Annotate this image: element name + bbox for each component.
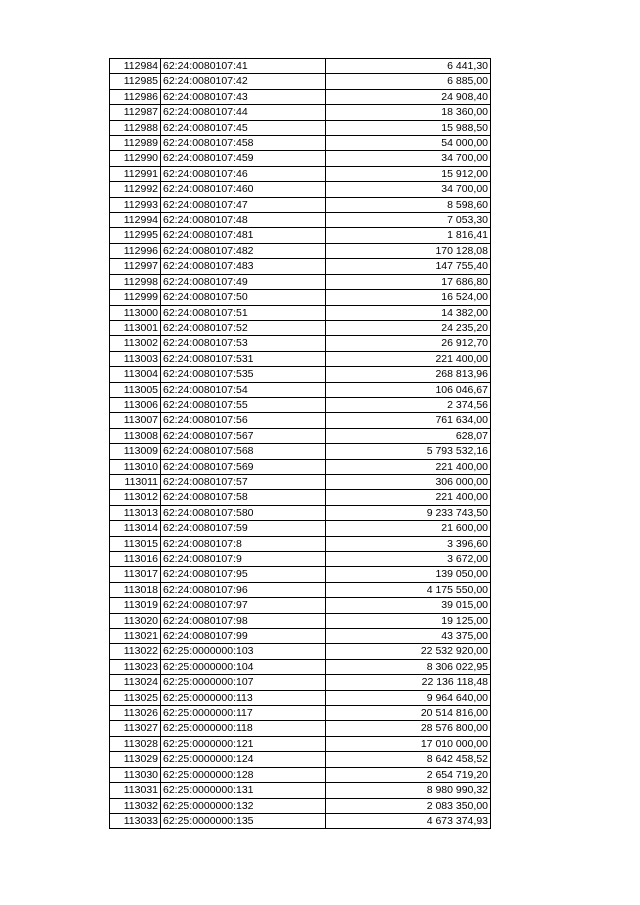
table-row [110,290,491,305]
table-row [110,613,491,628]
cadastral-number-cell: 62:24:0080107:531 [161,351,326,366]
table-row [110,798,491,813]
table-row [110,151,491,166]
cadastral-number-cell: 62:25:0000000:117 [161,706,326,721]
value-cell: 8 642 458,52 [326,752,491,767]
row-index-cell: 113016 [110,552,161,567]
cadastral-number-cell: 62:24:0080107:459 [161,151,326,166]
cadastral-number-cell: 62:25:0000000:124 [161,752,326,767]
cadastral-number-cell: 62:24:0080107:56 [161,413,326,428]
row-index-cell: 113020 [110,613,161,628]
cadastral-number-cell: 62:24:0080107:58 [161,490,326,505]
row-index-cell: 113006 [110,397,161,412]
table-row [110,213,491,228]
row-index-cell: 112990 [110,151,161,166]
value-cell: 22 532 920,00 [326,644,491,659]
cadastral-number-cell: 62:24:0080107:55 [161,397,326,412]
value-cell: 9 964 640,00 [326,690,491,705]
row-index-cell: 112996 [110,243,161,258]
table-row [110,706,491,721]
value-cell: 628,07 [326,428,491,443]
value-cell: 1 816,41 [326,228,491,243]
table-row [110,243,491,258]
table-row [110,644,491,659]
row-index-cell: 112999 [110,290,161,305]
table-row [110,721,491,736]
cadastral-number-cell: 62:24:0080107:54 [161,382,326,397]
value-cell: 8 306 022,95 [326,659,491,674]
cadastral-number-cell: 62:25:0000000:132 [161,798,326,813]
table-row [110,474,491,489]
row-index-cell: 113022 [110,644,161,659]
cadastral-number-cell: 62:24:0080107:98 [161,613,326,628]
table-row [110,459,491,474]
value-cell: 15 988,50 [326,120,491,135]
row-index-cell: 113026 [110,706,161,721]
value-cell: 4 673 374,93 [326,813,491,828]
table-row [110,536,491,551]
cadastral-number-cell: 62:24:0080107:460 [161,182,326,197]
table-row [110,351,491,366]
cadastral-number-cell: 62:24:0080107:46 [161,166,326,181]
row-index-cell: 112993 [110,197,161,212]
cadastral-value-table [109,58,491,829]
cadastral-number-cell: 62:24:0080107:99 [161,629,326,644]
row-index-cell: 113023 [110,659,161,674]
row-index-cell: 113002 [110,336,161,351]
row-index-cell: 113017 [110,567,161,582]
value-cell: 8 598,60 [326,197,491,212]
value-cell: 8 980 990,32 [326,783,491,798]
row-index-cell: 112998 [110,274,161,289]
row-index-cell: 113021 [110,629,161,644]
value-cell: 221 400,00 [326,351,491,366]
cadastral-number-cell: 62:24:0080107:97 [161,598,326,613]
cadastral-number-cell: 62:25:0000000:135 [161,813,326,828]
table-body [110,59,491,829]
cadastral-number-cell: 62:24:0080107:52 [161,320,326,335]
cadastral-number-cell: 62:24:0080107:458 [161,136,326,151]
row-index-cell: 113024 [110,675,161,690]
value-cell: 43 375,00 [326,629,491,644]
value-cell: 221 400,00 [326,490,491,505]
cadastral-number-cell: 62:25:0000000:118 [161,721,326,736]
table-row [110,136,491,151]
table-row [110,490,491,505]
cadastral-number-cell: 62:24:0080107:483 [161,259,326,274]
table-row [110,767,491,782]
value-cell: 14 382,00 [326,305,491,320]
table-row [110,397,491,412]
table-row [110,74,491,89]
table-row [110,428,491,443]
row-index-cell: 112986 [110,89,161,104]
row-index-cell: 112991 [110,166,161,181]
row-index-cell: 113011 [110,474,161,489]
cadastral-number-cell: 62:24:0080107:8 [161,536,326,551]
row-index-cell: 112992 [110,182,161,197]
table-row [110,336,491,351]
value-cell: 17 686,80 [326,274,491,289]
row-index-cell: 113010 [110,459,161,474]
value-cell: 19 125,00 [326,613,491,628]
value-cell: 18 360,00 [326,105,491,120]
row-index-cell: 112995 [110,228,161,243]
value-cell: 21 600,00 [326,521,491,536]
value-cell: 170 128,08 [326,243,491,258]
value-cell: 7 053,30 [326,213,491,228]
row-index-cell: 112987 [110,105,161,120]
cadastral-number-cell: 62:25:0000000:128 [161,767,326,782]
table-row [110,367,491,382]
cadastral-number-cell: 62:24:0080107:482 [161,243,326,258]
row-index-cell: 113008 [110,428,161,443]
value-cell: 2 654 719,20 [326,767,491,782]
row-index-cell: 113029 [110,752,161,767]
value-cell: 20 514 816,00 [326,706,491,721]
cadastral-number-cell: 62:24:0080107:42 [161,74,326,89]
value-cell: 17 010 000,00 [326,736,491,751]
value-cell: 26 912,70 [326,336,491,351]
value-cell: 22 136 118,48 [326,675,491,690]
table-row [110,382,491,397]
table-row [110,228,491,243]
cadastral-number-cell: 62:24:0080107:9 [161,552,326,567]
table-row [110,813,491,828]
cadastral-number-cell: 62:24:0080107:48 [161,213,326,228]
cadastral-number-cell: 62:24:0080107:95 [161,567,326,582]
value-cell: 761 634,00 [326,413,491,428]
table-row [110,690,491,705]
value-cell: 6 441,30 [326,59,491,74]
row-index-cell: 113019 [110,598,161,613]
table-row [110,274,491,289]
table-row [110,552,491,567]
table-row [110,675,491,690]
table-row [110,320,491,335]
cadastral-number-cell: 62:25:0000000:107 [161,675,326,690]
cadastral-number-cell: 62:24:0080107:96 [161,582,326,597]
value-cell: 28 576 800,00 [326,721,491,736]
cadastral-number-cell: 62:24:0080107:47 [161,197,326,212]
row-index-cell: 113001 [110,320,161,335]
cadastral-number-cell: 62:24:0080107:44 [161,105,326,120]
cadastral-number-cell: 62:25:0000000:104 [161,659,326,674]
value-cell: 306 000,00 [326,474,491,489]
row-index-cell: 113032 [110,798,161,813]
value-cell: 139 050,00 [326,567,491,582]
cadastral-number-cell: 62:24:0080107:53 [161,336,326,351]
table-row [110,567,491,582]
cadastral-number-cell: 62:24:0080107:45 [161,120,326,135]
table-row [110,59,491,74]
row-index-cell: 113005 [110,382,161,397]
row-index-cell: 113027 [110,721,161,736]
value-cell: 221 400,00 [326,459,491,474]
value-cell: 2 083 350,00 [326,798,491,813]
row-index-cell: 113013 [110,505,161,520]
cadastral-number-cell: 62:24:0080107:481 [161,228,326,243]
row-index-cell: 112997 [110,259,161,274]
value-cell: 15 912,00 [326,166,491,181]
table-row [110,629,491,644]
cadastral-number-cell: 62:24:0080107:43 [161,89,326,104]
value-cell: 54 000,00 [326,136,491,151]
row-index-cell: 113028 [110,736,161,751]
value-cell: 2 374,56 [326,397,491,412]
value-cell: 3 396,60 [326,536,491,551]
cadastral-number-cell: 62:24:0080107:41 [161,59,326,74]
value-cell: 39 015,00 [326,598,491,613]
value-cell: 24 908,40 [326,89,491,104]
table-row [110,89,491,104]
cadastral-number-cell: 62:24:0080107:568 [161,444,326,459]
value-cell: 106 046,67 [326,382,491,397]
value-cell: 34 700,00 [326,151,491,166]
row-index-cell: 113031 [110,783,161,798]
cadastral-number-cell: 62:25:0000000:121 [161,736,326,751]
row-index-cell: 113007 [110,413,161,428]
table-row [110,305,491,320]
value-cell: 147 755,40 [326,259,491,274]
row-index-cell: 112984 [110,59,161,74]
table-row [110,582,491,597]
table-row [110,659,491,674]
value-cell: 268 813,96 [326,367,491,382]
cadastral-number-cell: 62:25:0000000:103 [161,644,326,659]
table-row [110,505,491,520]
cadastral-number-cell: 62:24:0080107:49 [161,274,326,289]
table-row [110,413,491,428]
table-row [110,444,491,459]
cadastral-number-cell: 62:25:0000000:113 [161,690,326,705]
table-row [110,259,491,274]
cadastral-number-cell: 62:24:0080107:50 [161,290,326,305]
value-cell: 24 235,20 [326,320,491,335]
value-cell: 9 233 743,50 [326,505,491,520]
row-index-cell: 113003 [110,351,161,366]
cadastral-number-cell: 62:24:0080107:569 [161,459,326,474]
value-cell: 5 793 532,16 [326,444,491,459]
row-index-cell: 112989 [110,136,161,151]
row-index-cell: 113009 [110,444,161,459]
row-index-cell: 112994 [110,213,161,228]
value-cell: 4 175 550,00 [326,582,491,597]
cadastral-number-cell: 62:25:0000000:131 [161,783,326,798]
value-cell: 3 672,00 [326,552,491,567]
row-index-cell: 113014 [110,521,161,536]
table-row [110,521,491,536]
table-row [110,166,491,181]
row-index-cell: 113000 [110,305,161,320]
table-row [110,105,491,120]
table-row [110,182,491,197]
row-index-cell: 113033 [110,813,161,828]
row-index-cell: 112988 [110,120,161,135]
value-cell: 34 700,00 [326,182,491,197]
row-index-cell: 113015 [110,536,161,551]
row-index-cell: 113004 [110,367,161,382]
table-row [110,752,491,767]
table-row [110,736,491,751]
table-row [110,120,491,135]
row-index-cell: 113012 [110,490,161,505]
cadastral-number-cell: 62:24:0080107:59 [161,521,326,536]
row-index-cell: 112985 [110,74,161,89]
table-row [110,598,491,613]
table-row [110,197,491,212]
row-index-cell: 113018 [110,582,161,597]
table-row [110,783,491,798]
value-cell: 16 524,00 [326,290,491,305]
cadastral-number-cell: 62:24:0080107:580 [161,505,326,520]
cadastral-number-cell: 62:24:0080107:535 [161,367,326,382]
cadastral-number-cell: 62:24:0080107:51 [161,305,326,320]
cadastral-number-cell: 62:24:0080107:567 [161,428,326,443]
row-index-cell: 113030 [110,767,161,782]
value-cell: 6 885,00 [326,74,491,89]
cadastral-number-cell: 62:24:0080107:57 [161,474,326,489]
row-index-cell: 113025 [110,690,161,705]
